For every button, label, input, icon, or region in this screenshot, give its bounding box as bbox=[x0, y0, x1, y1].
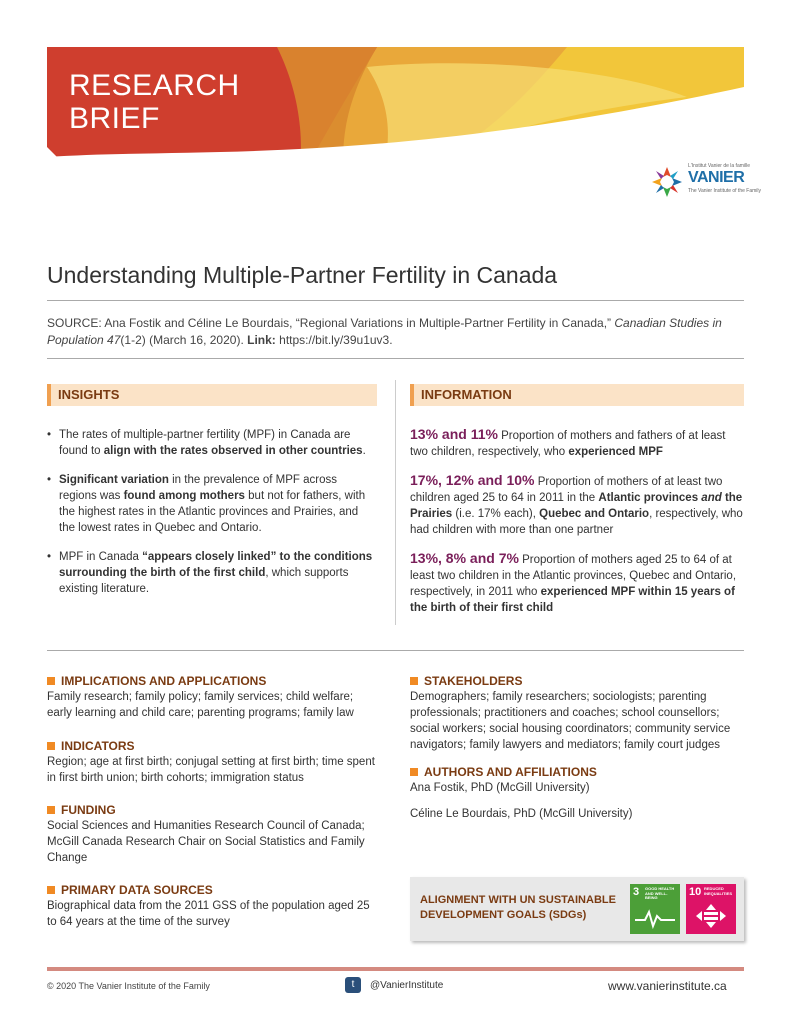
website-link[interactable]: www.vanierinstitute.ca bbox=[608, 979, 727, 993]
title-divider bbox=[47, 300, 744, 301]
twitter-handle[interactable]: @VanierInstitute bbox=[370, 980, 444, 991]
logo-name: VANIER bbox=[688, 169, 745, 186]
heartbeat-icon bbox=[635, 908, 675, 928]
sdg-label: ALIGNMENT WITH UN SUSTAINABLE DEVELOPMENT GOALS (SDGs) bbox=[420, 894, 616, 921]
twitter-icon[interactable]: t bbox=[345, 977, 361, 993]
square-bullet-icon bbox=[47, 742, 55, 750]
page-title: Understanding Multiple-Partner Fertility in Canada bbox=[47, 262, 558, 288]
funding-header: FUNDING bbox=[47, 802, 377, 818]
square-bullet-icon bbox=[410, 677, 418, 685]
indicators-header: INDICATORS bbox=[47, 738, 377, 754]
author-entry: Ana Fostik, PhD (McGill University) bbox=[410, 782, 590, 794]
implications-header: IMPLICATIONS AND APPLICATIONS bbox=[47, 673, 377, 689]
square-bullet-icon bbox=[47, 677, 55, 685]
insights-list bbox=[47, 427, 377, 610]
sdg-alignment-box bbox=[410, 877, 744, 941]
funding-section bbox=[47, 802, 377, 866]
source-details: (1-2) (March 16, 2020). bbox=[120, 333, 244, 347]
source-journal: Canadian Studies in Population 47 bbox=[47, 316, 722, 347]
data-sources-body: Biographical data from the 2011 GSS of the population aged 25 to 64 years at the time of the survey bbox=[47, 900, 370, 928]
insight-item: • The rates of multiple-partner fertility (MPF) in Canada are found to align with the rates observed in other countries. bbox=[47, 427, 377, 459]
banner-title-line2: BRIEF bbox=[69, 102, 160, 135]
data-sources-header: PRIMARY DATA SOURCES bbox=[47, 882, 377, 898]
implications-body: Family research; family policy; family services; child welfare; early learning and child care; parenting programs; family law bbox=[47, 691, 354, 719]
indicators-body: Region; age at first birth; conjugal setting at first birth; time spent in first birth union; birth cohorts; immigration status bbox=[47, 756, 375, 784]
sdg-goal-3-tile: 3 GOOD HEALTH AND WELL-BEING bbox=[630, 884, 680, 934]
author-entry: Céline Le Bourdais, PhD (McGill University) bbox=[410, 808, 633, 820]
stakeholders-body: Demographers; family researchers; sociologists; parenting professionals; practitioners and coaches; school counsellors; social workers; social housing coordinators; community service navigators; family lawyers and mediators; family court judges bbox=[410, 691, 731, 751]
column-divider bbox=[395, 380, 396, 625]
sdg-goal-10-tile: 10 REDUCED INEQUALITIES bbox=[686, 884, 736, 934]
stakeholders-section bbox=[410, 673, 744, 753]
data-sources-section bbox=[47, 882, 377, 930]
source-link-label: Link: bbox=[247, 333, 276, 347]
logo-french-text: L'Institut Vanier de la famille bbox=[688, 163, 751, 169]
source-divider bbox=[47, 358, 744, 359]
authors-section bbox=[410, 764, 744, 822]
insight-item: • Significant variation in the prevalence of MPF across regions was found among mothers but not for fathers, with the highest rates in the Atlantic provinces and Prairies, and the lowest rates in Quebec and Ontario. bbox=[47, 472, 377, 536]
research-brief-banner bbox=[47, 47, 761, 194]
information-item: 13% and 11% Proportion of mothers and fathers of at least two children, respectively, who experienced MPF bbox=[410, 426, 726, 458]
square-bullet-icon bbox=[47, 886, 55, 894]
stakeholders-header: STAKEHOLDERS bbox=[410, 673, 744, 689]
funding-body: Social Sciences and Humanities Research Council of Canada; McGill Canada Research Chair on Social Statistics and Family Change bbox=[47, 820, 365, 864]
vanier-logo bbox=[650, 163, 761, 203]
source-citation bbox=[47, 315, 744, 349]
equality-icon bbox=[696, 904, 726, 928]
implications-section bbox=[47, 673, 377, 721]
information-header: INFORMATION bbox=[410, 384, 744, 406]
information-item: 13%, 8% and 7% Proportion of mothers aged 25 to 64 of at least two children in the Atlantic provinces, Quebec and Ontario, respectively, in 2011 who experienced MPF within 15 years of the birth of their first child bbox=[410, 550, 737, 614]
banner-title-line1: RESEARCH bbox=[69, 69, 240, 102]
footer-copyright: © 2020 The Vanier Institute of the Family bbox=[47, 981, 210, 991]
logo-english-text: The Vanier Institute of the Family bbox=[688, 188, 761, 194]
insights-header: INSIGHTS bbox=[47, 384, 377, 406]
footer-bar bbox=[47, 967, 744, 971]
information-list bbox=[410, 426, 744, 628]
source-link[interactable]: https://bit.ly/39u1uv3. bbox=[279, 333, 393, 347]
authors-header: AUTHORS AND AFFILIATIONS bbox=[410, 764, 744, 780]
square-bullet-icon bbox=[410, 768, 418, 776]
source-prefix: SOURCE: Ana Fostik and Céline Le Bourdais, “Regional Variations in Multiple-Partner Fertility in Canada,” bbox=[47, 316, 612, 330]
information-item: 17%, 12% and 10% Proportion of mothers of at least two children aged 25 to 64 in 2011 in the Atlantic provinces and the Prairies (i.e. 17% each), Quebec and Ontario, respectively, who had children with more than one partner bbox=[410, 472, 743, 536]
square-bullet-icon bbox=[47, 806, 55, 814]
insight-item: • MPF in Canada “appears closely linked” to the conditions surrounding the birth of the first child, which supports existing literature. bbox=[47, 549, 377, 597]
indicators-section bbox=[47, 738, 377, 786]
banner-title bbox=[69, 69, 240, 135]
vanier-logo-icon bbox=[650, 165, 684, 199]
lower-divider bbox=[47, 650, 744, 651]
